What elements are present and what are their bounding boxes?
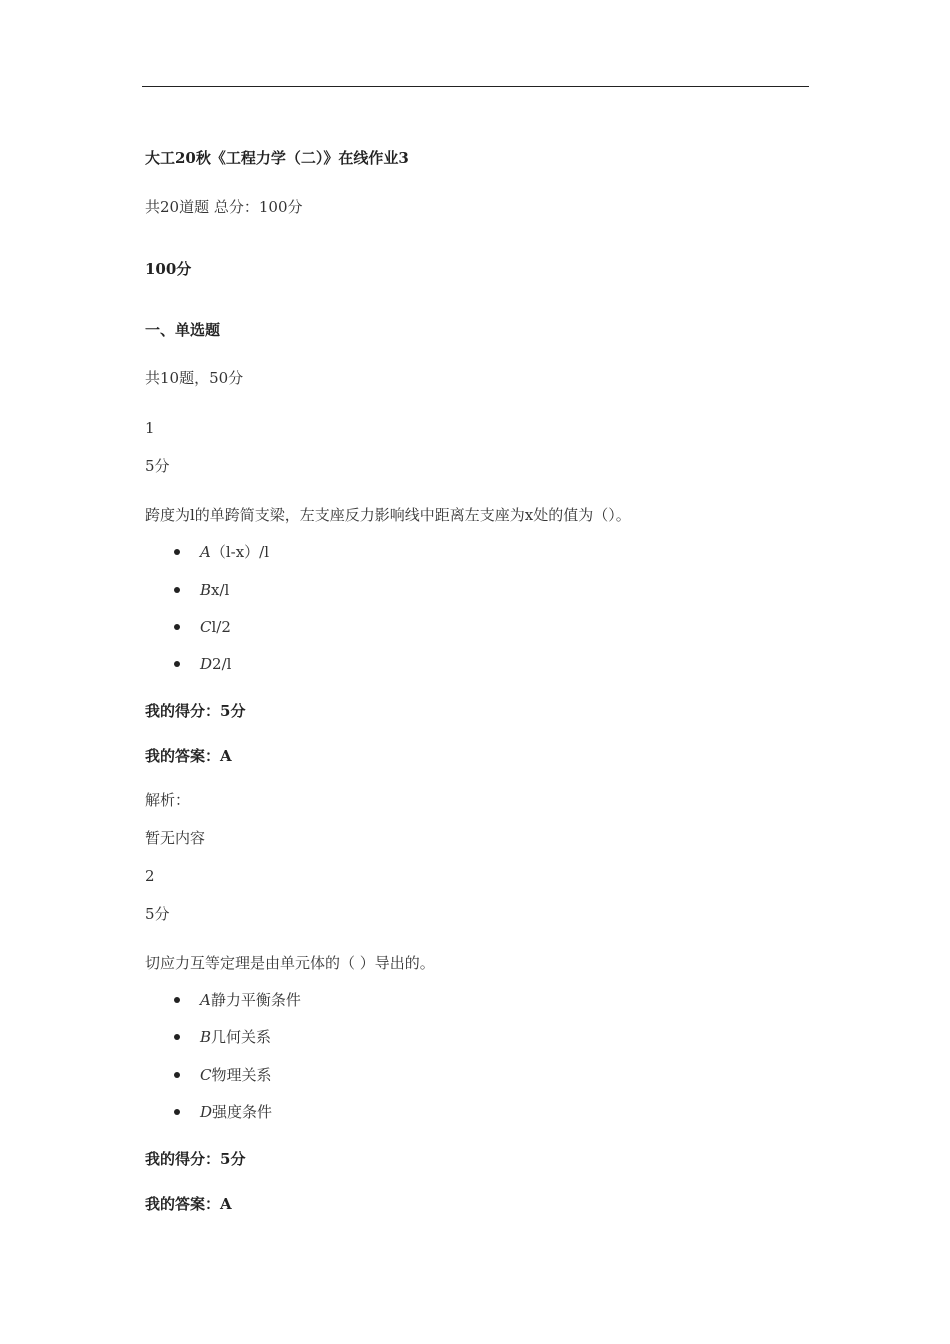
option-letter: D — [200, 655, 213, 673]
option-text: x/l — [211, 581, 230, 599]
bullet-icon — [174, 624, 180, 630]
bullet-icon — [174, 1109, 180, 1115]
section-summary: 共10题，50分 — [145, 369, 244, 387]
option-letter: B — [200, 1028, 212, 1046]
option-text: 2/l — [212, 655, 232, 673]
total-score: 100分 — [145, 260, 192, 278]
option-letter: A — [200, 543, 211, 561]
header-rule — [142, 86, 809, 87]
option-d[interactable] — [174, 1102, 272, 1122]
option-text: 强度条件 — [212, 1103, 273, 1121]
assignment-summary: 共20道题 总分：100分 — [145, 198, 303, 216]
option-letter: C — [200, 1066, 212, 1084]
option-text: l/2 — [211, 618, 231, 636]
my-score: 我的得分：5分 — [145, 702, 246, 720]
my-score: 我的得分：5分 — [145, 1150, 246, 1168]
option-text: （l-x）/l — [210, 543, 270, 561]
option-b[interactable] — [174, 1027, 271, 1047]
question-number: 1 — [145, 419, 155, 437]
option-letter: D — [200, 1103, 213, 1121]
option-a[interactable] — [174, 542, 269, 562]
question-points: 5分 — [145, 457, 170, 475]
bullet-icon — [174, 1072, 180, 1078]
analysis-label: 解析： — [145, 791, 191, 809]
option-text: 静力平衡条件 — [210, 991, 301, 1009]
question-points: 5分 — [145, 905, 170, 923]
bullet-icon — [174, 549, 180, 555]
bullet-icon — [174, 997, 180, 1003]
bullet-icon — [174, 587, 180, 593]
question-text: 跨度为l的单跨简支梁，左支座反力影响线中距离左支座为x处的值为（）。 — [145, 506, 631, 524]
option-letter: A — [200, 991, 211, 1009]
option-text: 几何关系 — [211, 1028, 272, 1046]
option-text: 物理关系 — [211, 1066, 272, 1084]
my-answer: 我的答案：A — [145, 747, 232, 765]
option-c[interactable] — [174, 617, 231, 637]
option-letter: B — [200, 581, 212, 599]
option-d[interactable] — [174, 654, 231, 674]
option-a[interactable] — [174, 990, 301, 1010]
option-b[interactable] — [174, 580, 229, 600]
bullet-icon — [174, 1034, 180, 1040]
question-text: 切应力互等定理是由单元体的（ ）导出的。 — [145, 954, 435, 972]
analysis-content: 暂无内容 — [145, 829, 206, 847]
option-letter: C — [200, 618, 212, 636]
my-answer: 我的答案：A — [145, 1195, 232, 1213]
option-c[interactable] — [174, 1065, 272, 1085]
page-title: 大工20秋《工程力学（二）》在线作业3 — [145, 149, 409, 167]
question-number: 2 — [145, 867, 155, 885]
section-heading: 一、单选题 — [145, 321, 221, 339]
bullet-icon — [174, 661, 180, 667]
